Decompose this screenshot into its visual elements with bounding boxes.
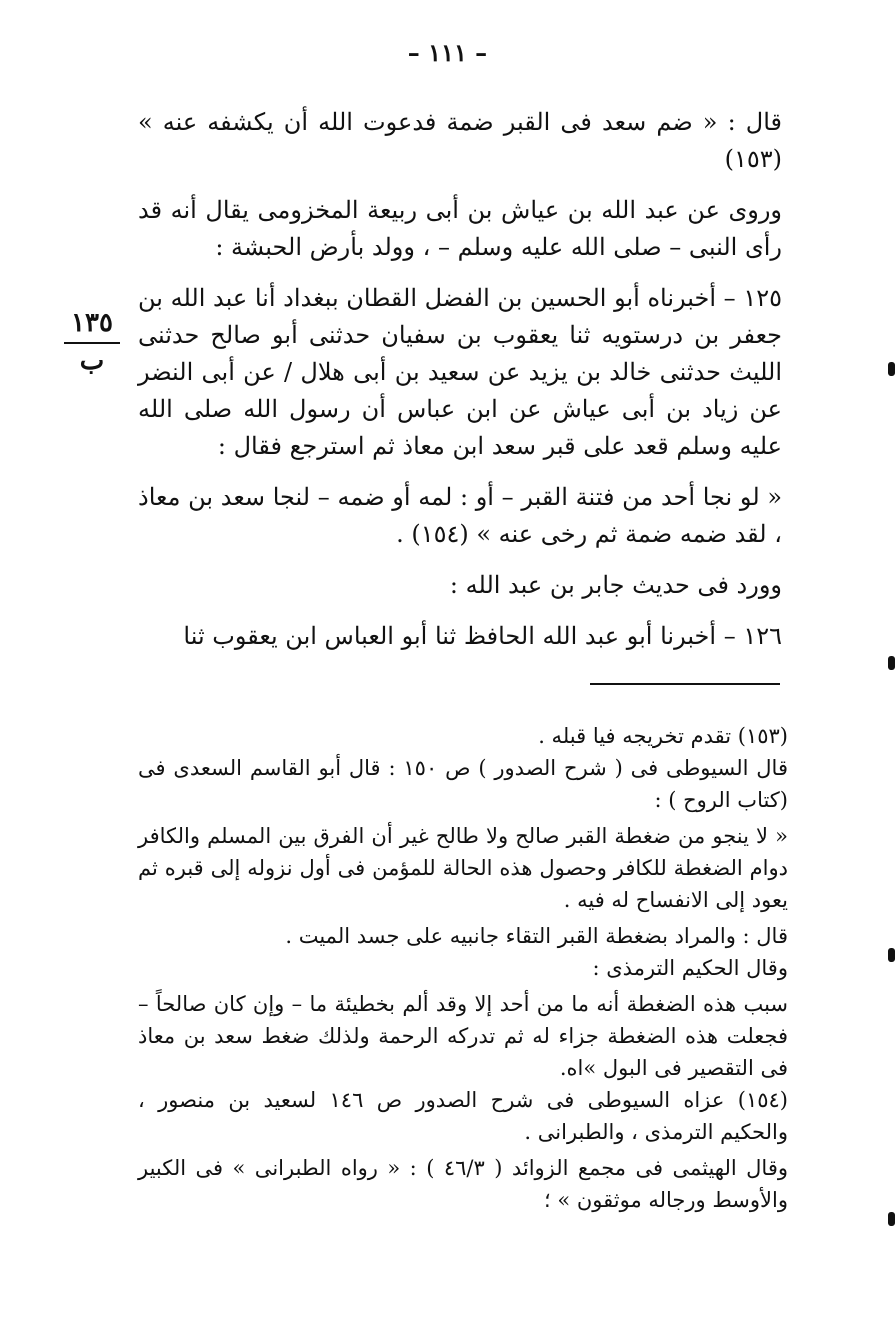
- footnote-line: وقال الحكيم الترمذى :: [592, 956, 788, 980]
- footnote-line: قال السيوطى فى ( شرح الصدور ) ص ١٥٠ : قال أبو القاسم السعدى فى (كتاب الروح ) :: [138, 756, 788, 812]
- scan-edge-mark: [888, 1212, 895, 1226]
- body-paragraph: ١٢٥ – أخبرناه أبو الحسين بن الفضل القطان ببغداد أنا عبد الله بن جعفر بن درستويه ثنا يعقوب بن سفيان حدثنى أبو صالح حدثنى الليث حدثنى خالد بن يزيد عن سعيد بن أبى هلال / عن أبى النضر عن زياد بن أبى عياش عن ابن عباس أن رسول الله صلى الله عليه وسلم قعد على قبر سعد ابن معاذ ثم استرجع فقال :: [138, 284, 782, 460]
- footnote-line: (١٥٣) تقدم تخريجه فيا قبله .: [538, 724, 788, 748]
- page-number: – ١١١ –: [407, 38, 488, 67]
- body-paragraph: قال : « ضم سعد فى القبر ضمة فدعوت الله أن يكشفه عنه » (١٥٣): [138, 108, 782, 173]
- scan-edge-mark: [888, 656, 895, 670]
- footnote-line: سبب هذه الضغطة أنه ما من أحد إلا وقد ألم بخطيئة ما – وإن كان صالحاً – فجعلت هذه الضغطة جزاء له ثم تدركه الرحمة ولذلك ضغط سعد بن معاذ فى التقصير فى البول »اه.: [138, 992, 788, 1080]
- scan-edge-mark: [888, 948, 895, 962]
- footnote-line: (١٥٤) عزاه السيوطى فى شرح الصدور ص ١٤٦ لسعيد بن منصور ، والحكيم الترمذى ، والطبرانى .: [138, 1088, 788, 1144]
- scan-edge-mark: [888, 362, 895, 376]
- footnote-line: وقال الهيثمى فى مجمع الزوائد ( ٤٦/٣ ) : « رواه الطبرانى » فى الكبير والأوسط ورجاله موثقون » ؛: [138, 1156, 788, 1212]
- body-paragraph: وروى عن عبد الله بن عياش بن أبى ربيعة المخزومى يقال أنه قد رأى النبى – صلى الله عليه وسلم – ، وولد بأرض الحبشة :: [138, 196, 782, 261]
- manuscript-folio-marker: [64, 308, 120, 376]
- main-text: [138, 104, 782, 655]
- folio-side: ب: [79, 346, 105, 376]
- footnote-line: « لا ينجو من ضغطة القبر صالح ولا طالح غير أن الفرق بين المسلم والكافر دوام الضغطة للكافر وحصول هذه الحالة للمؤمن فى أول نزوله إلى قبره ثم يعود إلى الانفساح له فيه .: [138, 824, 788, 912]
- body-paragraph: ١٢٦ – أخبرنا أبو عبد الله الحافظ ثنا أبو العباس ابن يعقوب ثنا: [183, 622, 782, 650]
- body-paragraph: وورد فى حديث جابر بن عبد الله :: [449, 571, 782, 599]
- footnote-separator: [590, 683, 780, 685]
- footnote-line: قال : والمراد بضغطة القبر التقاء جانبيه على جسد الميت .: [285, 924, 788, 948]
- body-paragraph: « لو نجا أحد من فتنة القبر – أو : لمه أو ضمه – لنجا سعد بن معاذ ، لقد ضمه ضمة ثم رخى عنه » (١٥٤) .: [138, 483, 783, 548]
- footnotes: [138, 720, 788, 1216]
- folio-number: ١٣٥: [64, 308, 120, 344]
